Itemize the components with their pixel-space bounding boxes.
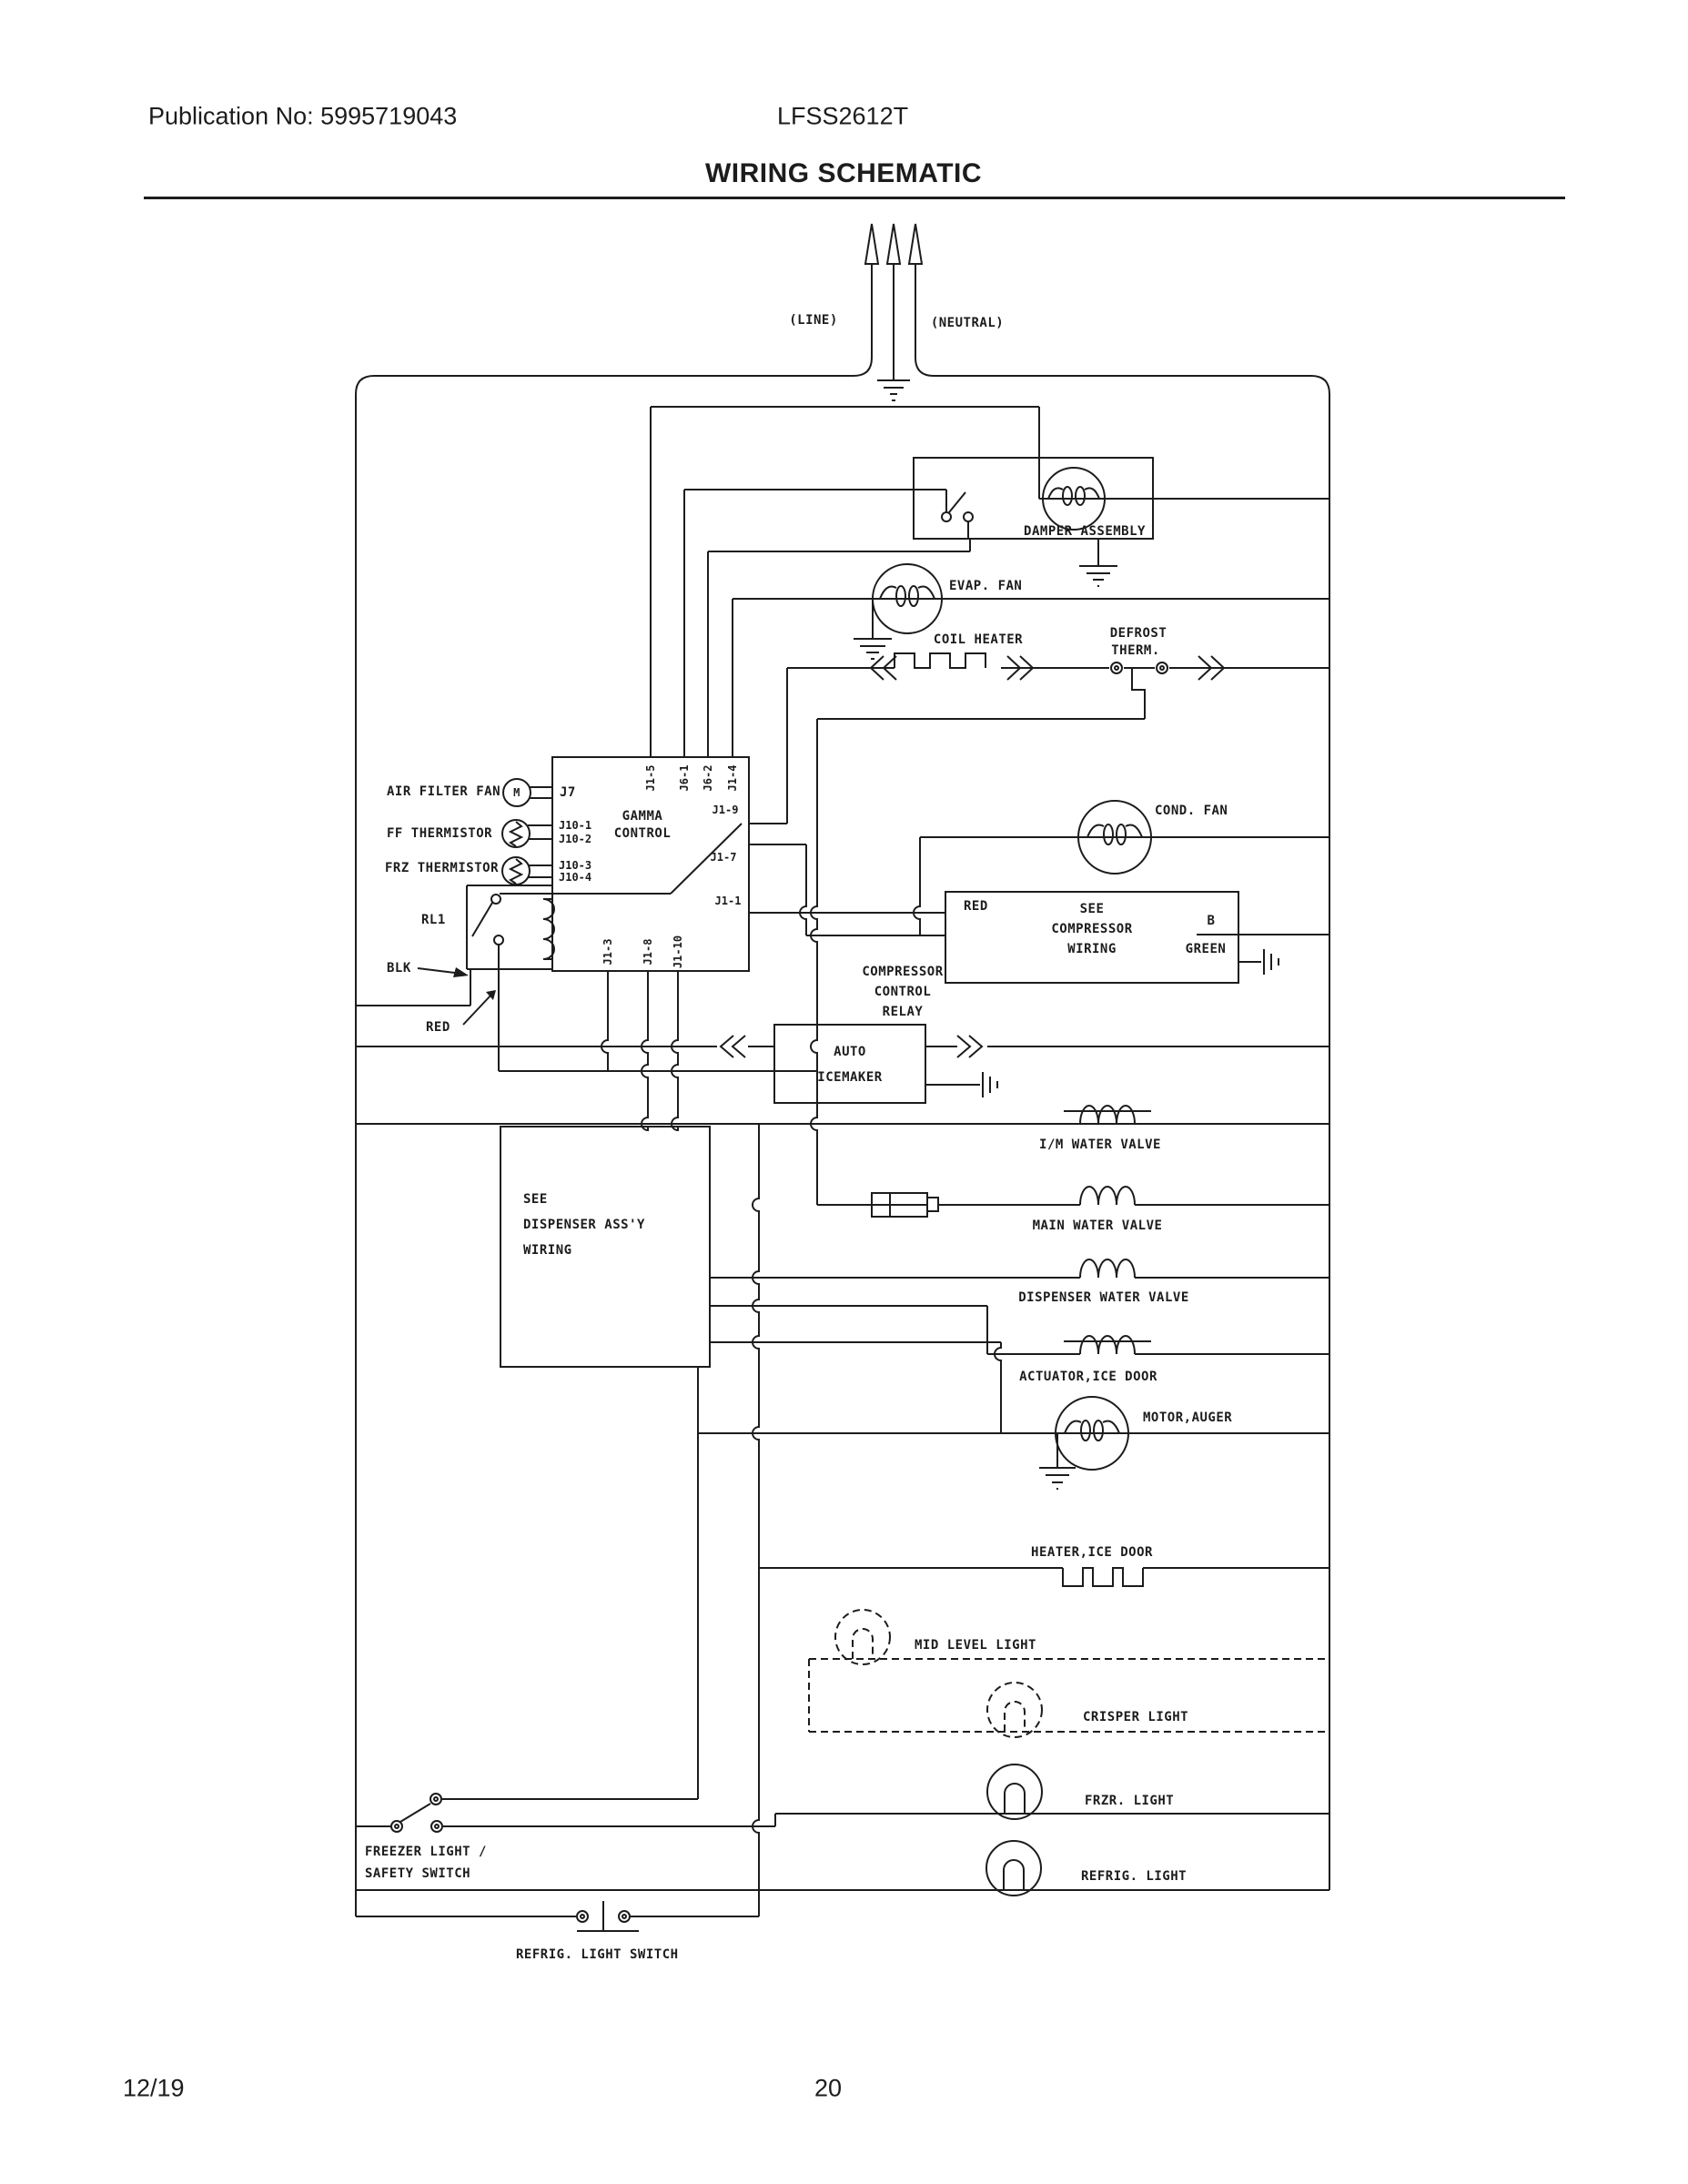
icemaker-ground-icon [925,1072,997,1097]
main-water-valve-label: MAIN WATER VALVE [1032,1218,1163,1233]
pin-j1-9: J1-9 [712,804,739,816]
frz-thermistor-label: FRZ THERMISTOR [385,861,500,875]
refrig-light-switch-label: REFRIG. LIGHT SWITCH [516,1947,679,1962]
refrig-light-label: REFRIG. LIGHT [1081,1869,1188,1884]
red-wire-label: RED [426,1020,450,1035]
wire-j1-3 [601,971,608,1071]
blk-wire-label: BLK [387,961,411,976]
freezer-light-label: FRZR. LIGHT [1085,1794,1175,1808]
see-dispenser-label-2: DISPENSER ASS'Y [523,1218,645,1232]
coil-heater-defrost-row [749,653,1329,824]
pin-j6-1: J6-1 [678,764,691,792]
neutral-label: (NEUTRAL) [930,316,1005,330]
pin-j1-4: J1-4 [726,764,739,792]
gamma-label-2: CONTROL [613,826,672,841]
wire-j1-8 [642,971,648,1130]
main-water-valve [872,1187,1329,1217]
bus-j6-1 [684,490,946,511]
page-title: WIRING SCHEMATIC [704,158,983,188]
enclosure-outline [356,264,1329,1916]
pin-j1-1: J1-1 [714,895,742,907]
air-filter-fan-motor [503,779,552,806]
heater-element-icon [1063,1568,1143,1586]
compressor-b-label: B [1207,914,1216,928]
freezer-safety-switch [356,1794,775,1832]
compressor-relay-label-2: CONTROL [874,985,932,999]
frz-thermistor-symbol [502,857,552,885]
rl1-label: RL1 [421,913,446,927]
dispenser-assy-box [500,1127,1329,1433]
power-line-arrows-icon [865,224,922,380]
footer-page-number: 20 [814,2074,843,2102]
freezer-switch-label-1: FREEZER LIGHT / [365,1845,487,1859]
pin-j1-8: J1-8 [642,938,654,966]
pin-j1-5: J1-5 [644,764,657,792]
model-number: LFSS2612T [777,102,909,130]
pin-j1-7: J1-7 [710,851,737,864]
wire-defrost-return [811,719,872,1205]
heater-ice-door [759,1568,1329,1586]
damper-ground-icon [1079,539,1117,586]
heater-ice-door-label: HEATER,ICE DOOR [1031,1545,1153,1560]
dispenser-water-valve-label: DISPENSER WATER VALVE [1018,1290,1189,1305]
motor-auger [698,1367,1329,1799]
compressor-wiring-box [749,892,1329,983]
see-compressor-label-1: SEE [1079,902,1105,916]
compressor-ground-icon [1238,949,1279,975]
ff-thermistor-symbol [502,820,552,847]
pin-j10-1: J10-1 [559,819,592,832]
damper-assembly [914,458,1329,586]
publication-number: Publication No: 5995719043 [148,102,458,130]
refrig-light-switch [356,1890,759,1931]
compressor-relay-label-1: COMPRESSOR [862,965,944,979]
gamma-label-1: GAMMA [622,809,663,824]
actuator-ice-door-label: ACTUATOR,ICE DOOR [1019,1370,1157,1384]
air-filter-fan-label: AIR FILTER FAN [387,784,501,799]
pin-j6-2: J6-2 [702,764,714,792]
refrig-light [986,1841,1041,1896]
cond-fan-label: COND. FAN [1155,804,1228,818]
evap-fan-label: EVAP. FAN [949,579,1023,593]
crisper-light [809,1683,1329,1737]
connector-chevron-icon [721,1036,745,1057]
crisper-light-label: CRISPER LIGHT [1083,1710,1189,1724]
motor-m-icon: M [513,786,521,799]
pin-j10-3: J10-3 [559,859,592,872]
evap-fan-ground-icon [854,599,892,659]
see-dispenser-label-1: SEE [523,1192,548,1207]
pin-j1-10: J1-10 [672,935,684,969]
defrost-therm-label-1: DEFROST [1109,626,1167,641]
footer-revision-date: 12/19 [123,2074,185,2102]
ff-thermistor-label: FF THERMISTOR [387,826,493,841]
freezer-light [775,1764,1329,1826]
compressor-green-label: GREEN [1185,942,1227,956]
see-compressor-label-2: COMPRESSOR [1051,922,1133,936]
see-compressor-label-3: WIRING [1067,942,1117,956]
coil-heater-label: COIL HEATER [933,632,1024,647]
line-label: (LINE) [789,313,838,328]
connector-chevron-icon [957,1036,982,1057]
auto-icemaker-label-1: AUTO [834,1045,866,1059]
cond-fan [749,801,1329,935]
im-water-valve [356,1106,1329,1124]
mid-level-light-label: MID LEVEL LIGHT [915,1638,1036,1653]
defrost-therm-label-2: THERM. [1111,643,1160,658]
im-water-valve-label: I/M WATER VALVE [1039,1138,1161,1152]
auto-icemaker [356,1025,1329,1103]
compressor-relay-label-3: RELAY [882,1005,924,1019]
wire-left-bus [753,1124,759,1916]
motor-auger-label: MOTOR,AUGER [1143,1410,1233,1425]
bus-j6-2 [708,539,970,551]
pin-j7: J7 [560,785,576,800]
freezer-switch-label-2: SAFETY SWITCH [365,1866,471,1881]
earth-ground-icon [877,380,910,400]
mid-level-light [809,1610,1329,1732]
coil-heater-element-icon [895,653,986,668]
motor-ground-icon [1039,1433,1076,1489]
pin-j10-4: J10-4 [559,871,592,884]
evap-fan [733,564,1329,659]
auto-icemaker-label-2: ICEMAKER [817,1070,883,1085]
bus-j1-5 [651,407,1043,499]
damper-assembly-label: DAMPER ASSEMBLY [1024,524,1146,539]
compressor-red-label: RED [964,899,988,914]
see-dispenser-label-3: WIRING [523,1243,572,1258]
wire-j1-10 [672,971,678,1130]
gamma-control-board [552,407,749,971]
pin-j10-2: J10-2 [559,833,592,845]
pin-j1-3: J1-3 [601,938,614,966]
